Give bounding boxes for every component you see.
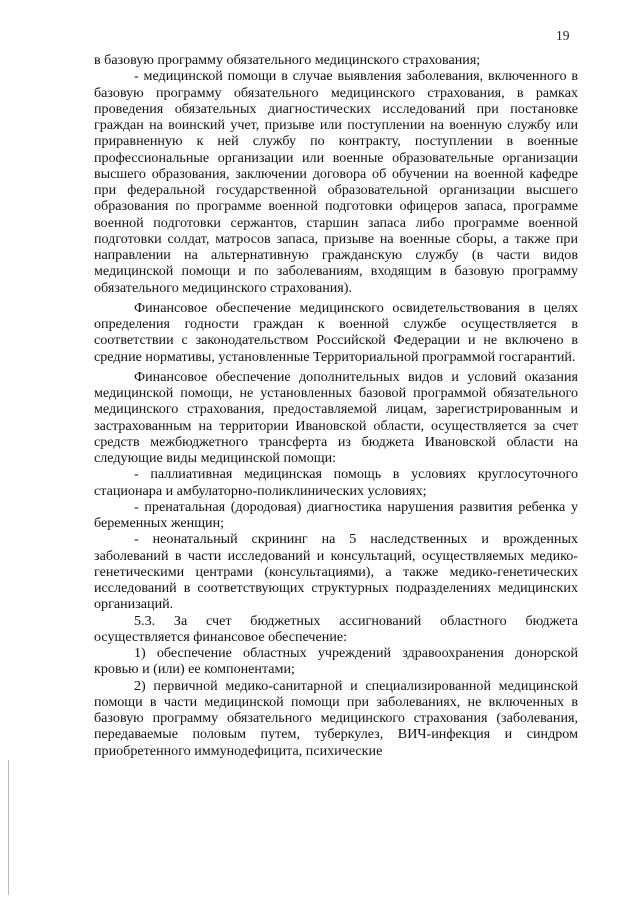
document-body	[94, 52, 578, 759]
paragraph-9: 1) обеспечение областных учреждений здравоохранения донорской кровью и (или) ее компонентами;	[94, 645, 578, 678]
paragraph-2: - медицинской помощи в случае выявления заболевания, включенного в базовую программу обязательного медицинского страхования, в рамках проведения обязательных диагностических исследований при постановке граждан на воинский учет, призыве или поступлении на военную службу или приравненную к ней службу по контракту, поступлении в военные профессиональные организации или военные образовательные организации высшего образования, заключении договора об обучении на военной кафедре при федеральной государственной образовательной организации высшего образования по программе военной подготовки офицеров запаса, программе военной подготовки сержантов, старшин запаса либо программе военной подготовки солдат, матросов запаса, призыве на военные сборы, а также при направлении на альтернативную гражданскую службу (в части видов медицинской помощи и по заболеваниям, входящим в базовую программу обязательного медицинского страхования).	[94, 68, 578, 296]
paragraph-8: 5.3. За счет бюджетных ассигнований областного бюджета осуществляется финансовое обеспечение:	[94, 612, 578, 645]
scan-edge-mark	[8, 760, 9, 895]
paragraph-3: Финансовое обеспечение медицинского освидетельствования в целях определения годности граждан к военной службе осуществляется в соответствии с законодательством Российской Федерации и не включено в средние нормативы, установленные Территориальной программой госгарантий.	[94, 299, 578, 365]
paragraph-6: - пренатальная (дородовая) диагностика нарушения развития ребенка у беременных женщин;	[94, 498, 578, 531]
paragraph-4: Финансовое обеспечение дополнительных видов и условий оказания медицинской помощи, не установленных базовой программой обязательного медицинского страхования, предоставляемой лицам, зарегистрированным и застрахованным на территории Ивановской области, осуществляется за счет средств межбюджетного трансферта из бюджета Ивановской области на следующие виды медицинской помощи:	[94, 368, 578, 466]
paragraph-1: в базовую программу обязательного медицинского страхования;	[94, 52, 481, 68]
page-number: 19	[556, 28, 570, 43]
paragraph-5: - паллиативная медицинская помощь в условиях круглосуточного стационара и амбулаторно-поликлинических условиях;	[94, 466, 578, 499]
paragraph-10: 2) первичной медико-санитарной и специализированной медицинской помощи в части медицинской помощи при заболеваниях, не включенных в базовую программу обязательного медицинского страхования (заболевания, передаваемые половым путем, туберкулез, ВИЧ-инфекция и синдром приобретенного иммунодефицита, психические	[94, 677, 578, 759]
paragraph-7: - неонатальный скрининг на 5 наследственных и врожденных заболеваний в части исследований и консультаций, осуществляемых медико-генетическими центрами (консультациями), а также медико-генетических исследований в соответствующих структурных подразделениях медицинских организаций.	[94, 531, 578, 613]
